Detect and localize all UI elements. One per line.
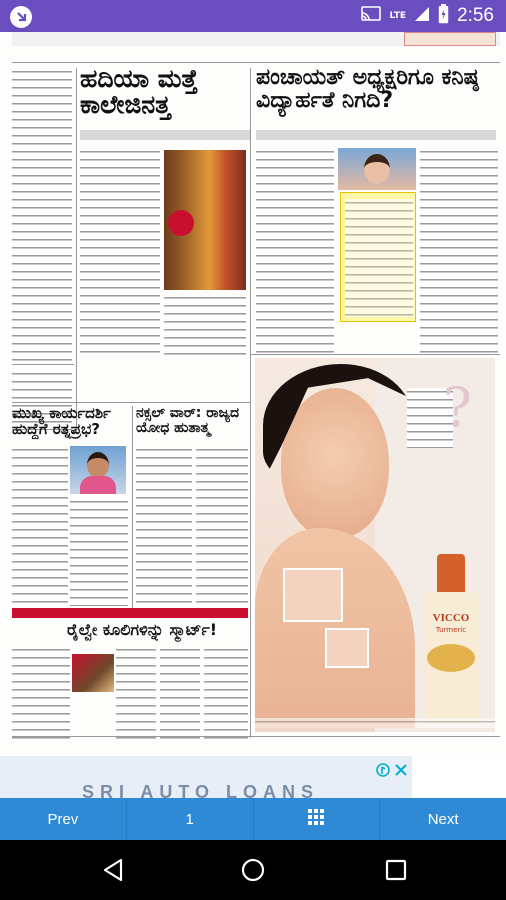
article-column xyxy=(12,446,68,606)
grid-view-button[interactable] xyxy=(254,798,381,840)
next-button[interactable]: Next xyxy=(427,810,459,828)
skin-closeup xyxy=(283,568,343,622)
headline-mid-left: ಮುಖ್ಯ ಕಾರ್ಯದರ್ಶಿ ಹುದ್ದೆಗೆ ರತ್ನಪ್ರಭ? xyxy=(12,404,111,438)
headline-main-right: ಪಂಚಾಯತ್ ಅಧ್ಯಕ್ಷರಿಗೂ ಕನಿಷ್ಠ ವಿದ್ಯಾರ್ಹತೆ ನಿಗದಿ? xyxy=(256,65,479,114)
masthead-badge xyxy=(404,32,496,46)
article-column xyxy=(204,646,248,742)
masthead xyxy=(12,32,500,46)
divider xyxy=(76,68,77,432)
home-icon[interactable] xyxy=(241,858,265,886)
subheading xyxy=(256,130,496,140)
divider xyxy=(250,68,251,364)
article-column xyxy=(196,446,248,606)
divider xyxy=(250,358,251,738)
page-navigation-bar xyxy=(0,798,506,840)
status-bar xyxy=(0,0,506,32)
divider xyxy=(250,354,500,355)
divider xyxy=(12,364,74,365)
divider xyxy=(132,406,133,612)
page-bottom-rule xyxy=(12,736,500,737)
battery-icon xyxy=(438,4,449,29)
clock: 2:56 xyxy=(457,5,494,26)
app-logo-icon xyxy=(10,6,32,28)
network-type: LTE xyxy=(389,11,407,21)
article-column xyxy=(256,148,334,358)
banner-ad-text[interactable]: SRI AUTO LOANS xyxy=(82,782,320,798)
headline-bottom: ರೈಲ್ವೇ ಕೂಲಿಗಳಿನ್ನು ಸ್ಮಾರ್ಟ್! xyxy=(66,620,218,639)
newspaper-page[interactable] xyxy=(0,32,506,754)
article-column xyxy=(80,148,160,358)
politician-photo xyxy=(338,148,416,190)
article-column xyxy=(164,294,246,360)
vicco-advertisement[interactable] xyxy=(255,358,495,732)
article-column xyxy=(136,446,192,606)
article-column xyxy=(12,68,72,364)
article-column xyxy=(160,646,200,742)
vicco-bottle xyxy=(423,554,479,724)
close-ad-icon[interactable] xyxy=(394,762,408,781)
divider xyxy=(12,402,250,403)
bottle-brand: VICCO xyxy=(432,612,470,624)
police-photo xyxy=(164,150,246,290)
headline-main-left: ಹದಿಯಾ ಮತ್ತೆ ಕಾಲೇಜಿನತ್ತ xyxy=(80,64,198,120)
dateline xyxy=(12,54,500,63)
article-column xyxy=(70,498,128,606)
ad-choices[interactable] xyxy=(376,762,412,780)
railway-photo xyxy=(72,654,114,692)
back-icon[interactable] xyxy=(101,858,125,886)
article-column xyxy=(12,646,70,742)
page-number-button[interactable]: 1 xyxy=(127,798,254,840)
skin-closeup xyxy=(325,628,369,668)
recents-icon[interactable] xyxy=(385,859,407,885)
subheading xyxy=(80,130,250,140)
info-box xyxy=(340,192,416,322)
banner-ad[interactable] xyxy=(0,756,506,798)
ad-fineprint xyxy=(255,718,495,728)
prev-button[interactable]: Prev xyxy=(0,798,127,840)
article-column xyxy=(116,646,156,742)
article-column xyxy=(420,148,498,358)
bottle-product: Turmeric xyxy=(435,626,467,634)
signal-icon xyxy=(414,6,430,27)
headline-mid-right: ನಕ್ಸಲ್ ವಾರ್: ರಾಜ್ಯದ ಯೋಧ ಹುತಾತ್ಮ xyxy=(136,405,239,436)
official-photo xyxy=(70,446,126,494)
cast-icon xyxy=(361,6,381,27)
news-ticker xyxy=(12,608,248,618)
system-navigation-bar xyxy=(0,840,506,900)
adchoices-icon[interactable] xyxy=(376,762,390,781)
question-mark-icon: ? xyxy=(443,376,472,439)
grid-icon[interactable] xyxy=(308,809,324,829)
